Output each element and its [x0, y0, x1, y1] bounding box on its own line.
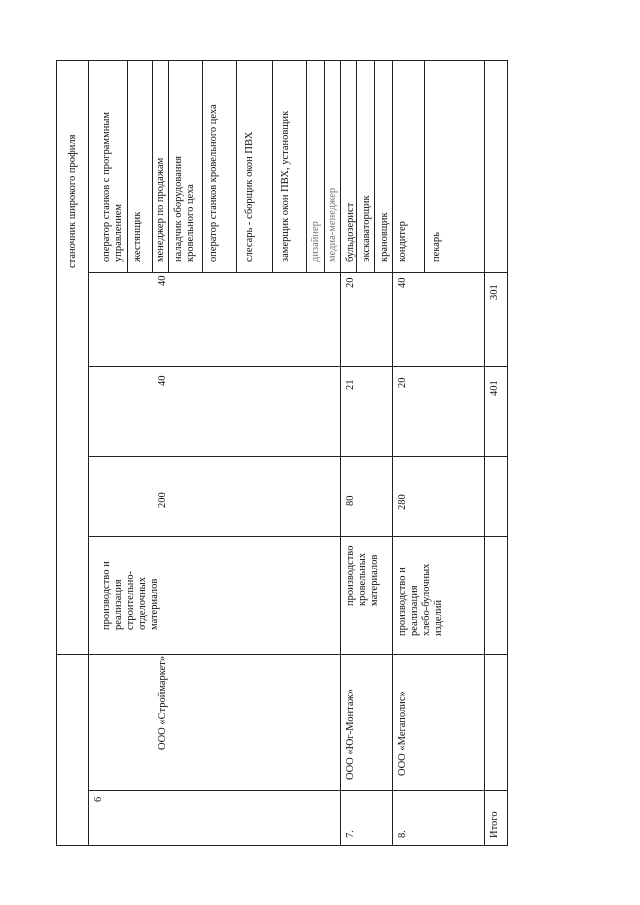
- row6-num: 6: [93, 796, 104, 802]
- row6-job: медиа-менеджер: [327, 187, 338, 262]
- job-line: [374, 60, 375, 272]
- row7-job: крановщик: [379, 212, 390, 262]
- row8-org: ООО «Мегаполис»: [397, 691, 408, 776]
- row6-activity-5: материалов: [149, 578, 160, 630]
- row7-v3: 20: [345, 277, 356, 288]
- total-v3: 301: [489, 284, 500, 300]
- row6-v2: 40: [157, 375, 168, 386]
- table-border-right: [507, 60, 508, 845]
- row7-activity-3: материалов: [369, 554, 380, 606]
- row6-activity-1: производство и: [101, 561, 112, 630]
- job-line: [168, 60, 169, 272]
- row8-activity-4: изделий: [433, 599, 444, 636]
- col-line-4: [484, 60, 485, 845]
- row6-job: замерщик окон ПВХ, установщик: [280, 110, 291, 262]
- job-line: [306, 60, 307, 272]
- row7-activity-1: производство: [345, 545, 356, 606]
- row8-v3: 40: [397, 277, 408, 288]
- row8-activity-3: хлебо-булочных: [421, 563, 432, 636]
- col-line-2: [340, 60, 341, 845]
- divider-v1: [88, 456, 508, 457]
- row6-job: слесарь - сборщик окон ПВХ: [244, 131, 255, 262]
- row6-prof-top2: управлением: [113, 203, 124, 262]
- row6-v3: 40: [157, 275, 168, 286]
- job-line: [202, 60, 203, 272]
- divider-v2: [88, 366, 508, 367]
- row7-v2: 21: [345, 379, 356, 390]
- table-border-top: [56, 60, 508, 61]
- row8-v1: 280: [397, 494, 408, 510]
- divider-org: [56, 654, 508, 655]
- row8-num: 8.: [397, 830, 408, 838]
- row7-job: бульдозерист: [345, 202, 356, 262]
- row6-prof-top: оператор станков с программным: [101, 111, 112, 262]
- header-profile: станочник широкого профиля: [67, 134, 78, 268]
- row6-org: ООО «Строймаркет»: [157, 655, 168, 750]
- job-line: [127, 60, 128, 272]
- table-border-left: [56, 60, 57, 845]
- row7-v1: 80: [345, 495, 356, 506]
- row8-job: пекарь: [431, 232, 442, 262]
- job-line: [272, 60, 273, 272]
- row8-v2: 20: [397, 377, 408, 388]
- row6-job: кровельного цеха: [185, 184, 196, 262]
- row6-activity-3: строительно-: [125, 570, 136, 630]
- total-v2: 401: [489, 380, 500, 396]
- divider-num: [88, 790, 508, 791]
- row7-job: экскаваторщик: [361, 195, 372, 262]
- job-line: [152, 60, 153, 272]
- row6-v1: 200: [157, 492, 168, 508]
- job-line: [424, 60, 425, 272]
- row8-activity-1: производство и: [397, 567, 408, 636]
- row6-activity-2: реализация: [113, 579, 124, 630]
- row6-job: дизайнер: [310, 221, 321, 262]
- row7-org: ООО «Юг-Монтаж»: [345, 688, 356, 780]
- total-label: Итого: [489, 811, 500, 838]
- row7-activity-2: кровельных: [357, 552, 368, 606]
- divider-activity: [88, 536, 508, 537]
- row6-job: наладчик оборудования: [173, 156, 184, 262]
- row6-activity-4: отделочных: [137, 577, 148, 630]
- job-line: [236, 60, 237, 272]
- row6-job: менеджер по продажам: [155, 157, 166, 262]
- col-line-3: [392, 60, 393, 845]
- col-line-1: [88, 60, 89, 845]
- row8-activity-2: реализация: [409, 585, 420, 636]
- row6-job: оператор станков кровельного цеха: [208, 104, 219, 262]
- divider-v3: [88, 272, 508, 273]
- table-border-bottom: [56, 845, 508, 846]
- row7-num: 7.: [345, 830, 356, 838]
- row8-job: кондитер: [397, 221, 408, 262]
- row6-job: жестянщик: [132, 211, 143, 262]
- job-line: [324, 60, 325, 272]
